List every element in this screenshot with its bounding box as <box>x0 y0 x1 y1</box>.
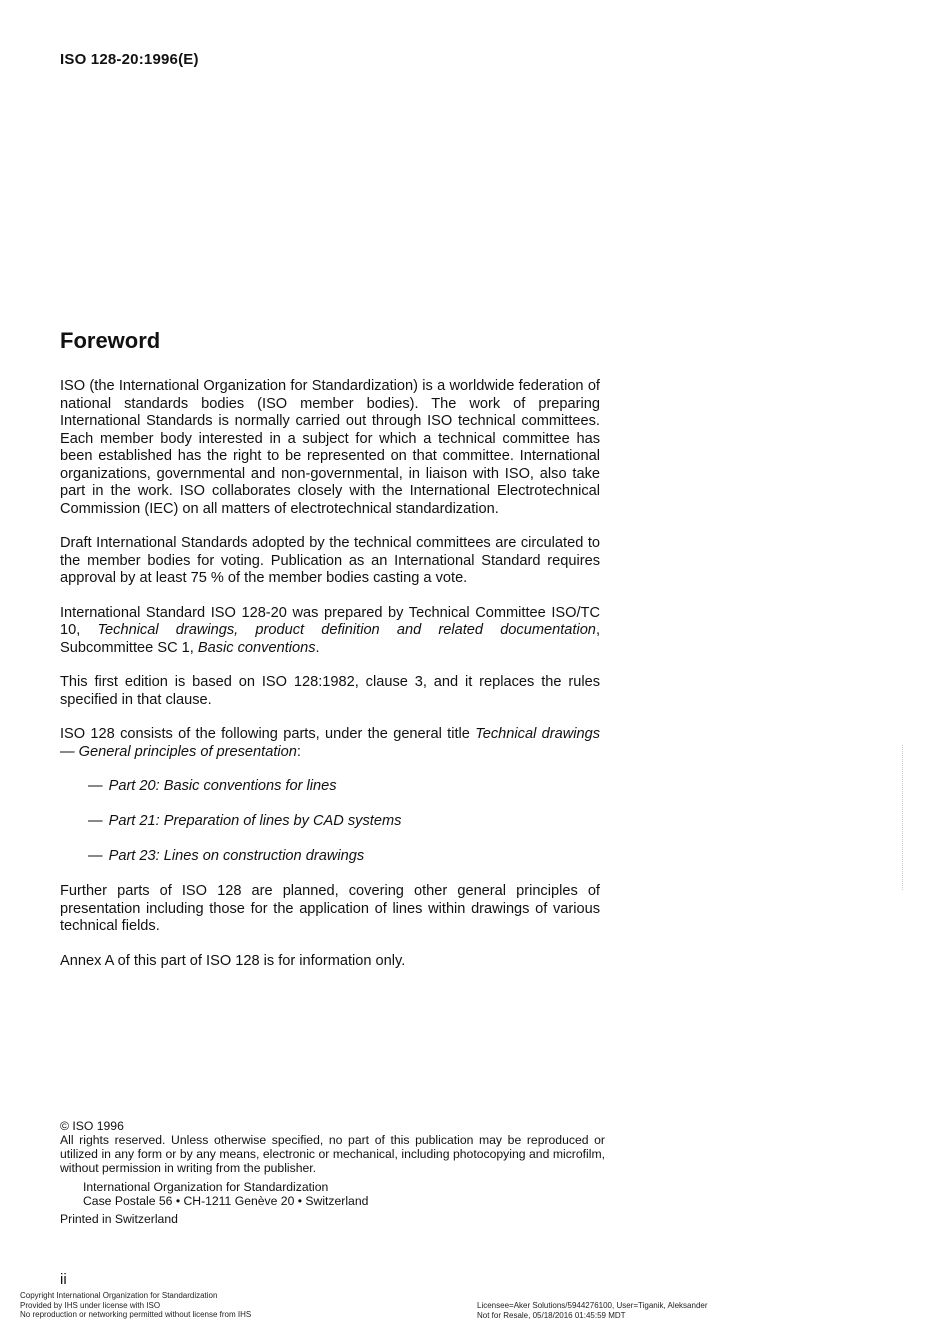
footer-line: Copyright International Organization for Standardization <box>20 1291 218 1300</box>
paragraph-annex: Annex A of this part of ISO 128 is for information only. <box>60 952 406 969</box>
printed-in: Printed in Switzerland <box>60 1212 178 1226</box>
footer-line: No reproduction or networking permitted without license from IHS <box>20 1310 252 1319</box>
footer-line: Provided by IHS under license with ISO <box>20 1300 161 1310</box>
general-title: Technical drawings — General principles of presentation <box>60 726 601 760</box>
footer-line: Not for Resale, 05/18/2016 01:45:59 MDT <box>477 1310 626 1320</box>
dash: — <box>88 848 103 864</box>
foreword-body <box>60 378 600 987</box>
committee-title: Technical drawings, product definition and related documentation <box>97 622 596 638</box>
text: : <box>296 743 301 760</box>
text: ISO 128 consists of the following parts, under the general title <box>60 726 476 742</box>
paragraph-first-edition: This first edition is based on ISO 128:1982, clause 3, and it replaces the rules specified in that clause. <box>60 674 600 708</box>
part-label: Part 20: Basic conventions for lines <box>108 778 337 794</box>
publisher-name: International Organization for Standardization <box>83 1180 329 1194</box>
paragraph-draft-standards: Draft International Standards adopted by the technical committees are circulated to the member bodies for voting. Publication as an International Standard requires approval by at least 75 % of the member bodies casting a vote. <box>60 535 600 586</box>
subcommittee-title: Basic conventions <box>197 639 316 656</box>
text: . <box>315 639 320 656</box>
publisher-address: Case Postale 56 • CH-1211 Genève 20 • Switzerland <box>83 1194 369 1208</box>
dash: — <box>88 813 103 829</box>
list-item-part-23 <box>60 848 600 866</box>
copyright-notice: All rights reserved. Unless otherwise specified, no part of this publication may be reproduced or utilized in any form or by any means, electronic or mechanical, including photocopying and microfilm, without permission in writing from the publisher. <box>60 1133 605 1175</box>
footer-left <box>20 1291 251 1320</box>
part-label: Part 21: Preparation of lines by CAD systems <box>108 813 402 829</box>
text: International Standard ISO 128-20 was prepared by Technical Committee ISO/TC 10, <box>60 604 600 638</box>
footer-line: Licensee=Aker Solutions/5944276100, User=Tiganik, Aleksander <box>477 1301 708 1310</box>
part-label: Part 23: Lines on construction drawings <box>108 848 365 864</box>
list-item-part-20 <box>60 778 600 796</box>
section-title: Foreword <box>60 328 161 353</box>
page-number: ii <box>60 1271 67 1288</box>
text: , Subcommittee SC 1, <box>60 622 600 656</box>
paragraph-iso-intro: ISO (the International Organization for Standardization) is a worldwide federation of national standards bodies (ISO member bodies). The work of preparing International Standards is normally carried out through ISO technical committees. Each member body interested in a subject for which a technical committee has been established has the right to be represented on that committee. International organizations, governmental and non-governmental, in liaison with ISO, also take part in the work. ISO collaborates closely with the International Electrotechnical Commission (IEC) on all matters of electrotechnical standardization. <box>60 378 600 517</box>
paragraph-parts-intro <box>60 726 600 761</box>
copyright-block <box>60 1119 605 1226</box>
list-item-part-21 <box>60 813 600 831</box>
paragraph-prepared-by <box>60 605 600 658</box>
copyright-line: © ISO 1996 <box>60 1119 124 1133</box>
paragraph-further-parts: Further parts of ISO 128 are planned, covering other general principles of presentation including those for the application of lines within drawings of various technical fields. <box>60 883 600 934</box>
document-id-header: ISO 128-20:1996(E) <box>60 51 199 68</box>
margin-marks <box>902 745 904 890</box>
dash: — <box>88 778 103 794</box>
footer-right <box>477 1301 708 1320</box>
